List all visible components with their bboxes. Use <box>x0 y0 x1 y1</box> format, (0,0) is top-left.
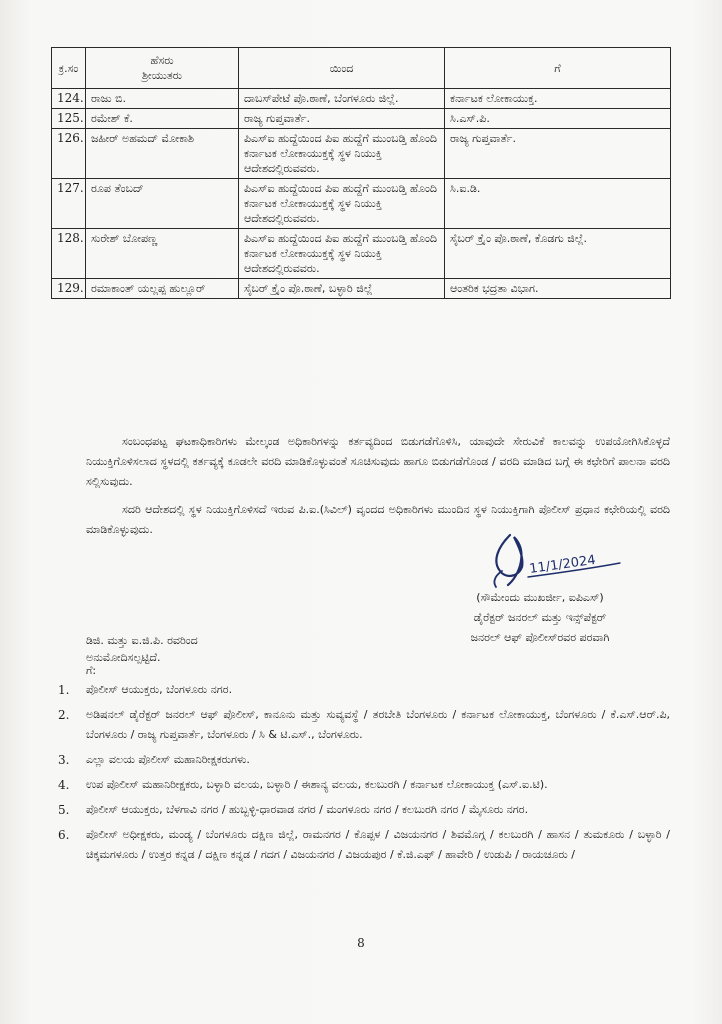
row-to: ಸೈಬರ್ ಕ್ರೈಂ ಪೊ.ಠಾಣೆ, ಕೊಡಗು ಜಿಲ್ಲೆ. <box>445 229 671 279</box>
row-to: ಸಿ.ಐ.ಡಿ. <box>445 179 671 229</box>
row-name: ಸುರೇಶ್ ಬೋಪಣ್ಣ <box>86 229 239 279</box>
row-serial: 129. <box>52 279 86 299</box>
header-from: ಯಿಂದ <box>239 48 445 89</box>
row-name: ರಮಾಕಾಂತ್ ಯಲ್ಲಪ್ಪ ಹುಲ್ಲೂರ್ <box>86 279 239 299</box>
list-item: 5. ಪೊಲೀಸ್ ಆಯುಕ್ತರು, ಬೆಳಗಾವಿ ನಗರ / ಹುಬ್ಬಳ್ಳಿ-ಧಾರವಾಡ ನಗರ / ಮಂಗಳೂರು ನಗರ / ಕಲಬುರಗಿ ನಗರ / ಮೈಸೂರು ನಗರ. <box>58 803 529 817</box>
row-serial: 125. <box>52 109 86 129</box>
transfer-table <box>51 47 671 299</box>
table-row <box>52 89 671 109</box>
table-header-row <box>52 48 671 89</box>
page-number: 8 <box>357 936 365 950</box>
row-to: ರಾಜ್ಯ ಗುಪ್ತವಾರ್ತೆ. <box>445 129 671 179</box>
signatory-behalf: ಜನರಲ್ ಆಫ್ ಪೊಲೀಸ್‌ರವರ ಪರವಾಗಿ <box>470 631 610 644</box>
list-item: 3. ಎಲ್ಲಾ ವಲಯ ಪೊಲೀಸ್ ಮಹಾನಿರೀಕ್ಷಕರುಗಳು. <box>58 753 250 767</box>
recipient-list <box>58 680 670 870</box>
header-to: ಗೆ <box>445 48 671 89</box>
approval-note <box>86 632 198 666</box>
list-item: 6. ಪೊಲೀಸ್ ಅಧೀಕ್ಷಕರು, ಮಂಡ್ಯ / ಬೆಂಗಳೂರು ದಕ್ಷಿಣ ಜಿಲ್ಲೆ, ರಾಮನಗರ / ಕೊಪ್ಪಳ / ವಿಜಯನಗರ / ಶಿವಮೊಗ್ಗ / ಕಲಬುರಗಿ / ಹಾಸನ / ತುಮಕೂರು / ಬಳ್ಳಾರಿ / ಚಿಕ್ಕಮಗಳೂರು / ಉತ್ತರ ಕನ್ನಡ / ದಕ್ಷಿಣ ಕನ್ನಡ / ಗದಗ / ವಿಜಯನಗರ / ವಿಜಯಪುರ / ಕೆ.ಜಿ.ಎಫ್ / ಹಾವೇರಿ / ಉಡುಪಿ / ರಾಯಚೂರು / <box>58 828 670 861</box>
instruction-paragraph: ಸಂಬಂಧಪಟ್ಟ ಘಟಕಾಧಿಕಾರಿಗಳು ಮೇಲ್ಕಂಡ ಅಧಿಕಾರಿಗಳನ್ನು ಕರ್ತವ್ಯದಿಂದ ಬಿಡುಗಡೆಗೊಳಿಸಿ, ಯಾವುದೇ ಸೇರುವಿಕೆ ಕಾಲವನ್ನು ಉಪಯೋಗಿಸಿಕೊಳ್ಳದೆ ನಿಯುಕ್ತಿಗೊಳಿಸಲಾದ ಸ್ಥಳದಲ್ಲಿ ಕರ್ತವ್ಯಕ್ಕೆ ಕೂಡಲೇ ವರದಿ ಮಾಡಿಕೊಳ್ಳುವಂತೆ ಸೂಚಿಸುವುದು ಹಾಗೂ ಬಿಡುಗಡೆಗೊಂಡ / ವರದಿ ಮಾಡಿದ ಬಗ್ಗೆ ಈ ಕಛೇರಿಗೆ ಪಾಲನಾ ವರದಿ ಸಲ್ಲಿಸುವುದು. <box>86 435 670 488</box>
row-to: ಸಿ.ಎಸ್.ಪಿ. <box>445 109 671 129</box>
row-serial: 124. <box>52 89 86 109</box>
approval-line-2: ಅನುಮೋದಿಸಲ್ಪಟ್ಟಿದೆ. <box>86 651 161 664</box>
to-label: ಗೆ: <box>86 664 97 677</box>
table-row <box>52 179 671 229</box>
header-serial: ಕ್ರ.ಸಂ <box>52 48 86 89</box>
list-item: 1. ಪೊಲೀಸ್ ಆಯುಕ್ತರು, ಬೆಂಗಳೂರು ನಗರ. <box>58 683 233 697</box>
list-item: 2. ಅಡಿಷನಲ್ ಡೈರೆಕ್ಟರ್ ಜನರಲ್ ಆಫ್ ಪೊಲೀಸ್, ಕಾನೂನು ಮತ್ತು ಸುವ್ಯವಸ್ಥೆ / ತರಬೇತಿ ಬೆಂಗಳೂರು / ಕರ್ನಾಟಕ ಲೋಕಾಯುಕ್ತ, ಬೆಂಗಳೂರು / ಕೆ.ಎಸ್.ಆರ್.ಪಿ, ಬೆಂಗಳೂರು / ರಾಜ್ಯ ಗುಪ್ತವಾರ್ತೆ, ಬೆಂಗಳೂರು / ಸಿ & ಟಿ.ಎಸ್., ಬೆಂಗಳೂರು. <box>58 708 670 741</box>
table-row <box>52 109 671 129</box>
signatory-name: (ಸೌಮೇಂದು ಮುಖರ್ಜೀ, ಐಪಿಎಸ್) <box>476 591 604 604</box>
signature-date: 11/1/2024 <box>528 552 597 577</box>
row-name: ಜಹೀರ್ ಅಹಮದ್ ಮೋಕಾಶಿ <box>86 129 239 179</box>
header-name: ಹೆಸರು ಶ್ರೀಯುತರು <box>86 48 239 89</box>
posting-paragraph: ಸದರಿ ಆದೇಶದಲ್ಲಿ ಸ್ಥಳ ನಿಯುಕ್ತಿಗೊಳಿಸದೆ ಇರುವ ಪಿ.ಐ.(ಸಿವಿಲ್) ವೃಂದದ ಅಧಿಕಾರಿಗಳು ಮುಂದಿನ ಸ್ಥಳ ನಿಯುಕ್ತಿಗಾಗಿ ಪೊಲೀಸ್ ಪ್ರಧಾನ ಕಛೇರಿಯಲ್ಲಿ ವರದಿ ಮಾಡಿಕೊಳ್ಳುವುದು. <box>86 503 670 536</box>
row-from: ದಾಬಸ್‌ಪೇಟೆ ಪೊ.ಠಾಣೆ, ಬೆಂಗಳೂರು ಜಿಲ್ಲೆ. <box>239 89 445 109</box>
row-from: ಪಿಎಸ್‌ಐ ಹುದ್ದೆಯಿಂದ ಪಿಐ ಹುದ್ದೆಗೆ ಮುಂಬಡ್ತಿ ಹೊಂದಿ ಕರ್ನಾಟಕ ಲೋಕಾಯುಕ್ತಕ್ಕೆ ಸ್ಥಳ ನಿಯುಕ್ತಿ ಆದೇಶದಲ್ಲಿರುವವರು. <box>239 229 445 279</box>
handwritten-signature <box>478 527 628 591</box>
table-row <box>52 129 671 179</box>
row-name: ರಮೇಶ್ ಕೆ. <box>86 109 239 129</box>
row-serial: 126. <box>52 129 86 179</box>
list-item: 4. ಉಪ ಪೊಲೀಸ್ ಮಹಾನಿರೀಕ್ಷಕರು, ಬಳ್ಳಾರಿ ವಲಯ, ಬಳ್ಳಾರಿ / ಈಶಾನ್ಯ ವಲಯ, ಕಲಬುರಗಿ / ಕರ್ನಾಟಕ ಲೋಕಾಯುಕ್ತ (ಎಸ್.ಐ.ಟಿ). <box>58 778 548 792</box>
table-row <box>52 229 671 279</box>
row-from: ರಾಜ್ಯ ಗುಪ್ತವಾರ್ತೆ. <box>239 109 445 129</box>
table-row <box>52 279 671 299</box>
row-serial: 128. <box>52 229 86 279</box>
row-to: ಆಂತರಿಕ ಭದ್ರತಾ ವಿಭಾಗ. <box>445 279 671 299</box>
row-to: ಕರ್ನಾಟಕ ಲೋಕಾಯುಕ್ತ. <box>445 89 671 109</box>
row-from: ಪಿಎಸ್‌ಐ ಹುದ್ದೆಯಿಂದ ಪಿಐ ಹುದ್ದೆಗೆ ಮುಂಬಡ್ತಿ ಹೊಂದಿ ಕರ್ನಾಟಕ ಲೋಕಾಯುಕ್ತಕ್ಕೆ ಸ್ಥಳ ನಿಯುಕ್ತಿ ಆದೇಶದಲ್ಲಿರುವವರು. <box>239 179 445 229</box>
row-serial: 127. <box>52 179 86 229</box>
signatory-designation: ಡೈರೆಕ್ಟರ್ ಜನರಲ್ ಮತ್ತು ಇನ್ಸ್‌ಪೆಕ್ಟರ್ <box>473 611 607 624</box>
row-name: ರಾಜು ಬಿ. <box>86 89 239 109</box>
row-name: ರೂಪ ತೆಂಬದ್ <box>86 179 239 229</box>
signatory-block <box>440 588 640 648</box>
approval-line-1: ಡಿಜಿ. ಮತ್ತು ಐ.ಜಿ.ಪಿ. ರವರಿಂದ <box>86 634 198 647</box>
row-from: ಸೈಬರ್ ಕ್ರೈಂ ಪೊ.ಠಾಣೆ, ಬಳ್ಳಾರಿ ಜಿಲ್ಲೆ <box>239 279 445 299</box>
row-from: ಪಿಎಸ್‌ಐ ಹುದ್ದೆಯಿಂದ ಪಿಐ ಹುದ್ದೆಗೆ ಮುಂಬಡ್ತಿ ಹೊಂದಿ ಕರ್ನಾಟಕ ಲೋಕಾಯುಕ್ತಕ್ಕೆ ಸ್ಥಳ ನಿಯುಕ್ತಿ ಆದೇಶದಲ್ಲಿರುವವರು. <box>239 129 445 179</box>
